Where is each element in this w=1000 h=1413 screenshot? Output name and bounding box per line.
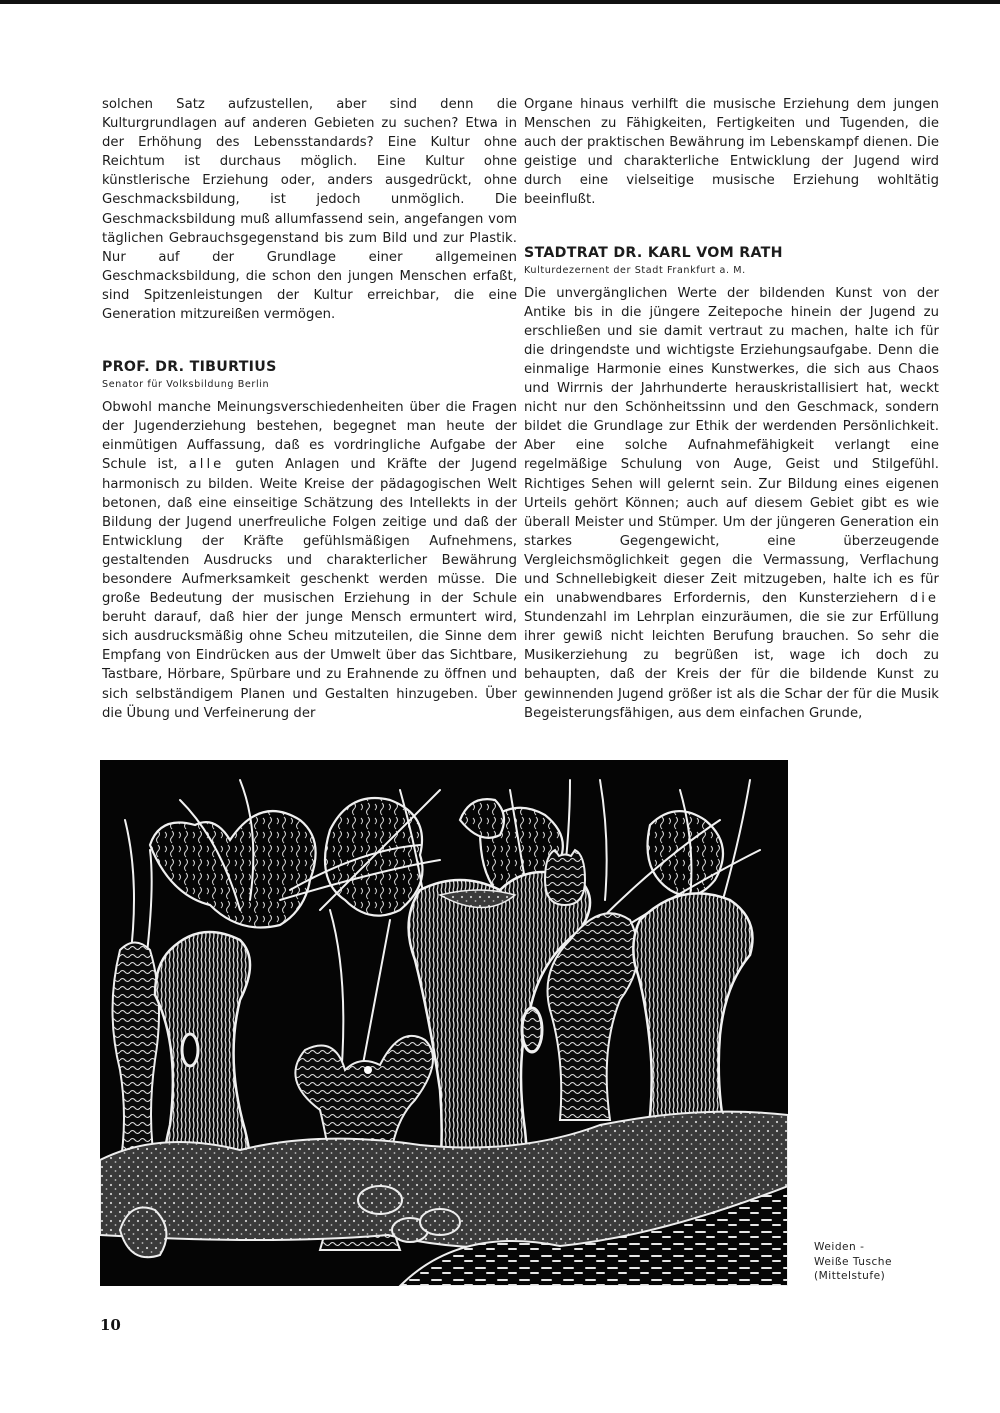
stone (420, 1209, 460, 1235)
willow-drawing (100, 760, 788, 1286)
figure-caption (814, 1240, 892, 1284)
sparkle (364, 1066, 372, 1074)
tree-knot (182, 1034, 198, 1066)
section-author-vom-rath: STADTRAT DR. KARL VOM RATH (524, 244, 783, 261)
stone (358, 1186, 402, 1214)
caption-line: Weiße Tusche (814, 1255, 893, 1268)
crown-shape (460, 799, 504, 838)
body-text: Obwohl manche Meinungsverschiedenheiten über die Fragen der Jugenderziehung bestehen, begegnet man heute der einmütigen Auffassung, daß es vordringliche Aufgabe der Schule ist, (102, 400, 517, 473)
caption-line: (Mittelstufe) (814, 1270, 886, 1282)
right-column (524, 95, 939, 723)
grass-stem (125, 820, 134, 960)
section-role-tiburtius: Senator für Volksbildung Berlin (102, 379, 270, 391)
section-body-vom-rath (524, 284, 939, 723)
intro-paragraph: solchen Satz aufzustellen, aber sind denn die Kulturgrundlagen auf anderen Gebieten zu suchen? Etwa in der Erhöhung des Lebensstandards? Eine Kultur ohne Reichtum ist durchaus möglich. Eine Kultur ohne künstlerische Erziehung oder, anders ausgedrückt, ohne Geschmacksbildung, ist jedoch unmöglich. Die Geschmacksbildung muß allumfassend sein, angefangen vom täglichen Gebrauchsgegenstand bis zum Bild und zur Plastik. Nur auf der Grundlage einer allgemeinen Geschmacksbildung, die schon den jungen Menschen erfaßt, sind Spitzenleistungen der Kultur erreichbar, die eine Generation mitzureißen vermögen. (102, 97, 517, 323)
crown-shape (648, 811, 724, 896)
emphasized-word: die (909, 591, 939, 607)
stone (120, 1208, 166, 1258)
grass-stem (720, 780, 750, 910)
caption-line: Weiden - (814, 1241, 865, 1253)
left-column (102, 95, 517, 723)
grass-stem (600, 780, 607, 900)
tree-knot (522, 1008, 542, 1052)
body-text: guten Anlagen und Kräfte der Jugend harmonisch zu bilden. Weite Kreise der pädagogischen Welt betonen, daß eine einseitige Schätzung des Intellekts in der Bildung der Jugend unerfreuliche Folgen zeitige und daß der Entwicklung der Kräfte gefühlsmäßigen Aufnehmens, gestaltenden Ausdrucks und charakterlicher Bewährung besondere Aufmerksamkeit geschenkt werden müsse. Die große Bedeutung der musischen Erziehung in der Schule beruht darauf, daß hier der junge Mensch ermuntert wird, sich ausdrucksmäßig ohne Scheu mitzuteilen, die Sinne dem Empfang von Eindrücken aus der Umwelt über das Sichtbare, Tastbare, Hörbare, Spürbare und zu Erahnende zu öffnen und sich selbständigem Planen und Gestalten hinzugeben. Über die Übung und Verfeinerung der (102, 457, 517, 721)
section-role-vom-rath: Kulturdezernent der Stadt Frankfurt a. M. (524, 264, 746, 276)
section-author-tiburtius: PROF. DR. TIBURTIUS (102, 359, 277, 376)
body-text: Die unvergänglichen Werte der bildenden Kunst von der Antike bis in die jüngere Zeitepoche hinein der Jugend zu erschließen und sie damit vertraut zu machen, halte ich für die dringendste und wichtigste Erziehungsaufgabe. Denn die einmalige Harmonie eines Kunstwerkes, die sich aus Chaos und Wirrnis der Jahrhunderte herauskristallisiert hat, weckt nicht nur den Schönheitssinn und den Geschmack, sondern bildet die Grundlage zur Ethik der werdenden Persönlichkeit. Aber eine solche Aufnahmefähigkeit verlangt eine regelmäßige Schulung von Auge, Geist und Stilgefühl. Richtiges Sehen will gelernt sein. Zur Bildung eines eigenen Urteils gehört Können; auch auf diesem Gebiet gibt es wie überall Meister und Stümper. Um der jüngeren Generation ein starkes Gegengewicht, eine überzeugende Vergleichsmöglichkeit gegen die Vermassung, Verflachung und Schnellebigkeit dieser Zeit mitzugeben, halte ich es für ein unabwendbares Erfordernis, den Kunsterziehern (524, 285, 939, 607)
page-top-border (0, 0, 1000, 4)
page-number: 10 (100, 1316, 121, 1334)
owl-figure (545, 850, 585, 905)
crown-shape (150, 811, 316, 927)
section-body-tiburtius (102, 398, 517, 723)
body-text: Stundenzahl im Lehrplan einzuräumen, die sie zur Erfüllung ihrer gewiß nicht leichten Berufung brauchen. So sehr die Musikerziehung zu begrüßen ist, wage ich doch zu behaupten, daß der Kreis der für die bildende Kunst zu gewinnenden Jugend größer ist als die Schar der für die Musik Begeisterungsfähigen, aus dem einfachen Grunde, (524, 610, 939, 721)
willow-illustration (100, 760, 788, 1286)
emphasized-word: alle (188, 457, 225, 473)
continuation-paragraph: Organe hinaus verhilft die musische Erziehung dem jungen Menschen zu Fähigkeiten, Fertigkeiten und Tugenden, die auch der praktischen Bewährung im Lebenskampf dienen. Die geistige und charakterliche Entwicklung der Jugend wird durch eine vielseitige musische Erziehung wohltätig beeinflußt. (524, 97, 939, 208)
